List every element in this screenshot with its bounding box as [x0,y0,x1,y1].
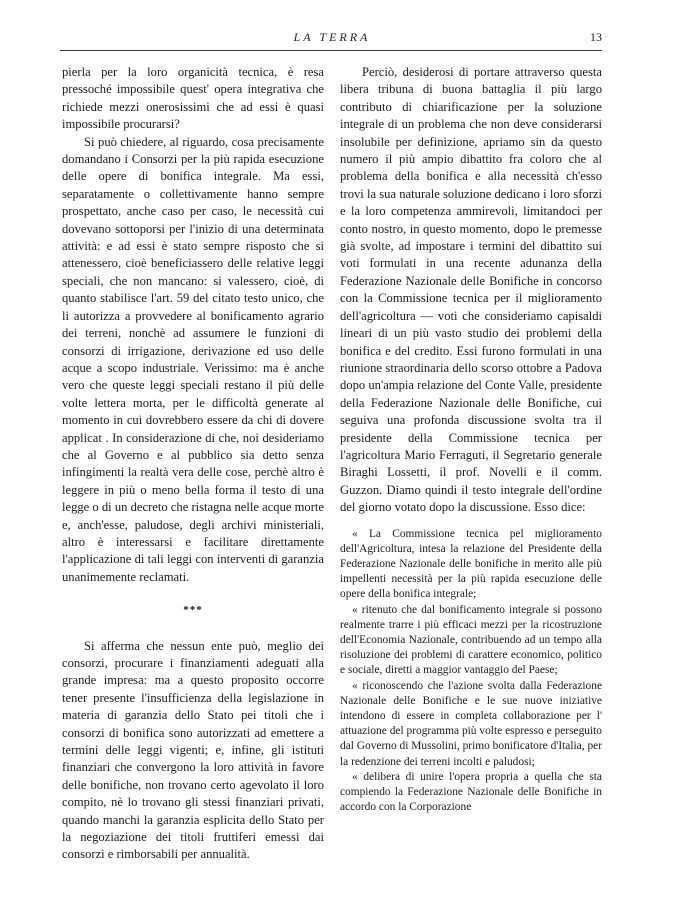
header-divider [60,50,602,51]
left-column [62,64,324,864]
paragraph: Perciò, desiderosi di portare attraverso questa libera tribuna di buona battaglia il più largo contributo di chiarificazione per la soluzione integrale di un problema che non deve considerarsi insolubile per definizione, apriamo sin da questo numero il più ampio dibattito fra coloro che al problema della bonifica e alla necessità ch'esso trovi la sua naturale soluzione dedicano i loro sforzi e la loro competenza ammirevoli, limitandoci per conto nostro, in questo momento, dopo le premesse già svolte, ad impostare i termini del dibattito sui voti formulati in una recente adunanza della Federazione Nazionale delle Bonifiche in concorso con la Commissione tecnica per il miglioramento dell'agricoltura — voti che consideriamo capisaldi lineari di un più vasto studio dei problemi della bonifica e del credito. Essi furono formulati in una riunione straordinaria dello scorso ottobre a Padova dopo un'ampia relazione del Conte Valle, presidente della Federazione Nazionale delle Bonifiche, cui seguiva una profonda discussione svolta tra il presidente della Commissione tecnica per l'agricoltura Mario Ferraguti, il Segretario generale Biraghi Lossetti, il prof. Novelli e il comm. Guzzon. Diamo quindi il testo integrale dell'ordine del giorno votato dopo la discussione. Esso dice: [340,65,602,515]
right-column [340,64,602,815]
quote-paragraph: « delibera di unire l'opera propria a quella che sta compiendo la Federazione Nazionale delle Bonifiche in accordo con la Corporazione [340,770,602,814]
resolution-quote [340,527,602,816]
quote-paragraph: « riconoscendo che l'azione svolta dalla Federazione Nazionale delle Bonifiche e le sue nuove iniziative intendono di essere in completa collaborazione per l' attuazione del programma più volte espresso e perseguito dal Governo di Mussolini, primo bonificatore d'Italia, per la redenzione dei terreni incolti e paludosi; [340,679,602,768]
paragraph: pierla per la loro organicità tecnica, è resa pressoché impossibile quest' opera integrativa che richiede mezzi onerosissimi che ad essi è quasi impossibile procurarsi? [62,65,324,132]
paragraph: Si può chiedere, al riguardo, cosa precisamente domandano i Consorzi per la più rapida esecuzione delle opere di bonifica integrale. Ma essi, separatamente o collettivamente hanno sempre prospettato, anche caso per caso, le necessità cui dovevano sottoporsi per l'inizio di una determinata attività: e ad essi è stato sempre risposto che si attenessero, cioè beneficiassero delle relative leggi speciali, che non mancano: si valessero, cioè, di quanto stabilisce l'art. 59 del citato testo unico, che li autorizza a provvedere al bonificamento agrario dei terreni, nonchè ad assumere le funzioni di consorzi di irrigazione, derivazione ed uso delle acque a scopo industriale. Verissimo: ma è anche vero che queste leggi speciali restano il più delle volte lettera morta, per le difficoltà generate al momento in cui dovrebbero essere da chi di dovere applicat . In considerazione di che, noi desideriamo che al Governo e al pubblico sia detto senza infingimenti la realtà vera delle cose, perchè altro è leggere in più o meno bella forma il testo di una legge o di un decreto che ristagna nelle acque morte e, anch'esse, paludose, degli archivi ministeriali, altro è interessarsi e facilitare direttamente l'applicazione di tali leggi con interventi di garanzia unanimemente reclamati. [62,134,324,584]
running-title: LA TERRA [293,30,371,44]
section-separator: *** [183,604,203,617]
quote-paragraph: « La Commissione tecnica pel miglioramento dell'Agricoltura, intesa la relazione del Presidente della Federazione Nazionale delle bonifiche in merito alle più impellenti necessità per la più rapida esecuzione delle opere della bonifica integrale; [340,527,602,601]
page-number: 13 [590,30,602,44]
quote-paragraph: « ritenuto che dal bonificamento integrale si possono realmente trarre i più efficaci mezzi per la ricostruzione dell'Economia Nazionale, contribuendo ad un tempo alla risoluzione dei problemi di carattere economico, politico e sociale, diretti a maggior vantaggio del Paese; [340,603,602,677]
paragraph: Si afferma che nessun ente può, meglio dei consorzi, procurare i finanziamenti adeguati alla grande impresa: ma a questo proposito occorre tener presente l'insufficienza della legislazione in materia di garanzia dello Stato pei titoli che i consorzi di bonifica sono autorizzati ad emettere a termini delle leggi vigenti; e, infine, gli istituti finanziari che convergono la loro attività in favore delle bonifiche, non trovano certo agevolato il loro compito, nè lo trovano gli stessi finanziari privati, quando manchi la garanzia esplicita dello Stato per la negoziazione dei titoli fruttiferi emessi dai consorzi e rimborsabili per annualità. [62,638,324,862]
page-header [62,28,602,48]
